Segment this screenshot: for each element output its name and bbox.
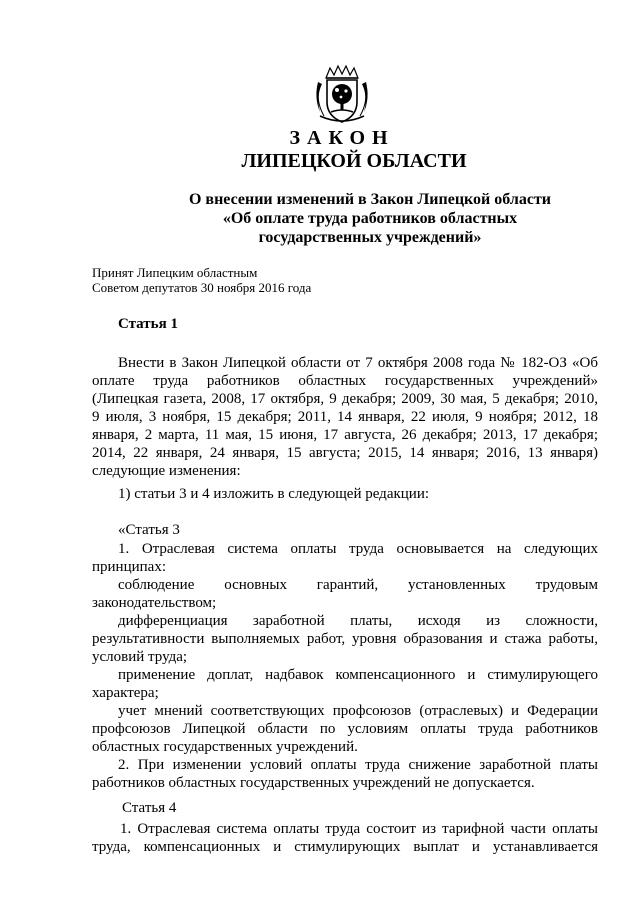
- text-line: 1. Отраслевая система оплаты труда основывается на следующих: [118, 541, 598, 557]
- text-line: следующие изменения:: [92, 463, 241, 479]
- subtitle-line: О внесении изменений в Закон Липецкой области: [188, 191, 552, 208]
- law-title: ЗАКОН: [289, 127, 395, 149]
- text-line: принципах:: [92, 559, 166, 575]
- text-line: оплате труда работников областных государственных учреждений»: [92, 373, 598, 389]
- text-line: характера;: [92, 685, 159, 701]
- text-line: областных государственных учреждений.: [92, 739, 358, 755]
- subtitle-line: «Об оплате труда работников областных: [222, 210, 518, 227]
- adoption-note: [92, 265, 311, 295]
- text-line: профсоюзов Липецкой области по условиям оплаты труда работников: [92, 721, 598, 737]
- coat-of-arms-icon: [312, 64, 372, 126]
- subtitle-line: государственных учреждений»: [258, 229, 482, 246]
- text-line: дифференциация заработной платы, исходя из сложности,: [118, 613, 598, 629]
- law-subtitle: [150, 190, 590, 247]
- article-4-body: [92, 820, 598, 856]
- text-line: работников областных государственных учреждений не допускается.: [92, 775, 535, 791]
- text-line: 9 июля, 3 ноября, 15 декабря; 2011, 14 января, 22 июля, 9 ноября; 2012, 18: [92, 409, 598, 425]
- adoption-line: Советом депутатов 30 ноября 2016 года: [92, 280, 312, 295]
- article-3-body: [92, 540, 598, 792]
- text-line: применение доплат, надбавок компенсационного и стимулирующего: [118, 667, 598, 683]
- text-line: 2014, 22 января, 24 января, 15 августа; 2015, 14 января; 2016, 13 января): [92, 445, 598, 461]
- text-line: результативности выполняемых работ, уровня образования и стажа работы,: [92, 631, 598, 647]
- text-line: учет мнений соответствующих профсоюзов (отраслевых) и Федерации: [118, 703, 598, 719]
- article-1-heading: Статья 1: [118, 316, 178, 332]
- adoption-line: Принят Липецким областным: [92, 265, 258, 280]
- text-line: 1. Отраслевая система оплаты труда состоит из тарифной части оплаты: [120, 821, 598, 837]
- text-line: января, 2 марта, 11 мая, 15 июня, 17 августа, 26 декабря; 2013, 17 декабря;: [92, 427, 598, 443]
- region-title: ЛИПЕЦКОЙ ОБЛАСТИ: [241, 150, 467, 172]
- text-line: Внести в Закон Липецкой области от 7 октября 2008 года № 182-ОЗ «Об: [118, 355, 598, 371]
- article-3-heading: «Статья 3: [118, 522, 180, 538]
- text-line: (Липецкая газета, 2008, 17 октября, 9 декабря; 2009, 30 мая, 5 декабря; 2010,: [92, 391, 598, 407]
- text-line: законодательством;: [92, 595, 217, 611]
- text-line: 2. При изменении условий оплаты труда снижение заработной платы: [118, 757, 598, 773]
- text-line: труда, компенсационных и стимулирующих выплат и устанавливается: [92, 839, 598, 855]
- amendment-item-1: 1) статьи 3 и 4 изложить в следующей редакции:: [118, 486, 430, 502]
- text-line: условий труда;: [92, 649, 188, 665]
- text-line: соблюдение основных гарантий, установленных трудовым: [118, 577, 598, 593]
- article-1-intro: [92, 354, 598, 480]
- article-4-heading: Статья 4: [122, 800, 177, 816]
